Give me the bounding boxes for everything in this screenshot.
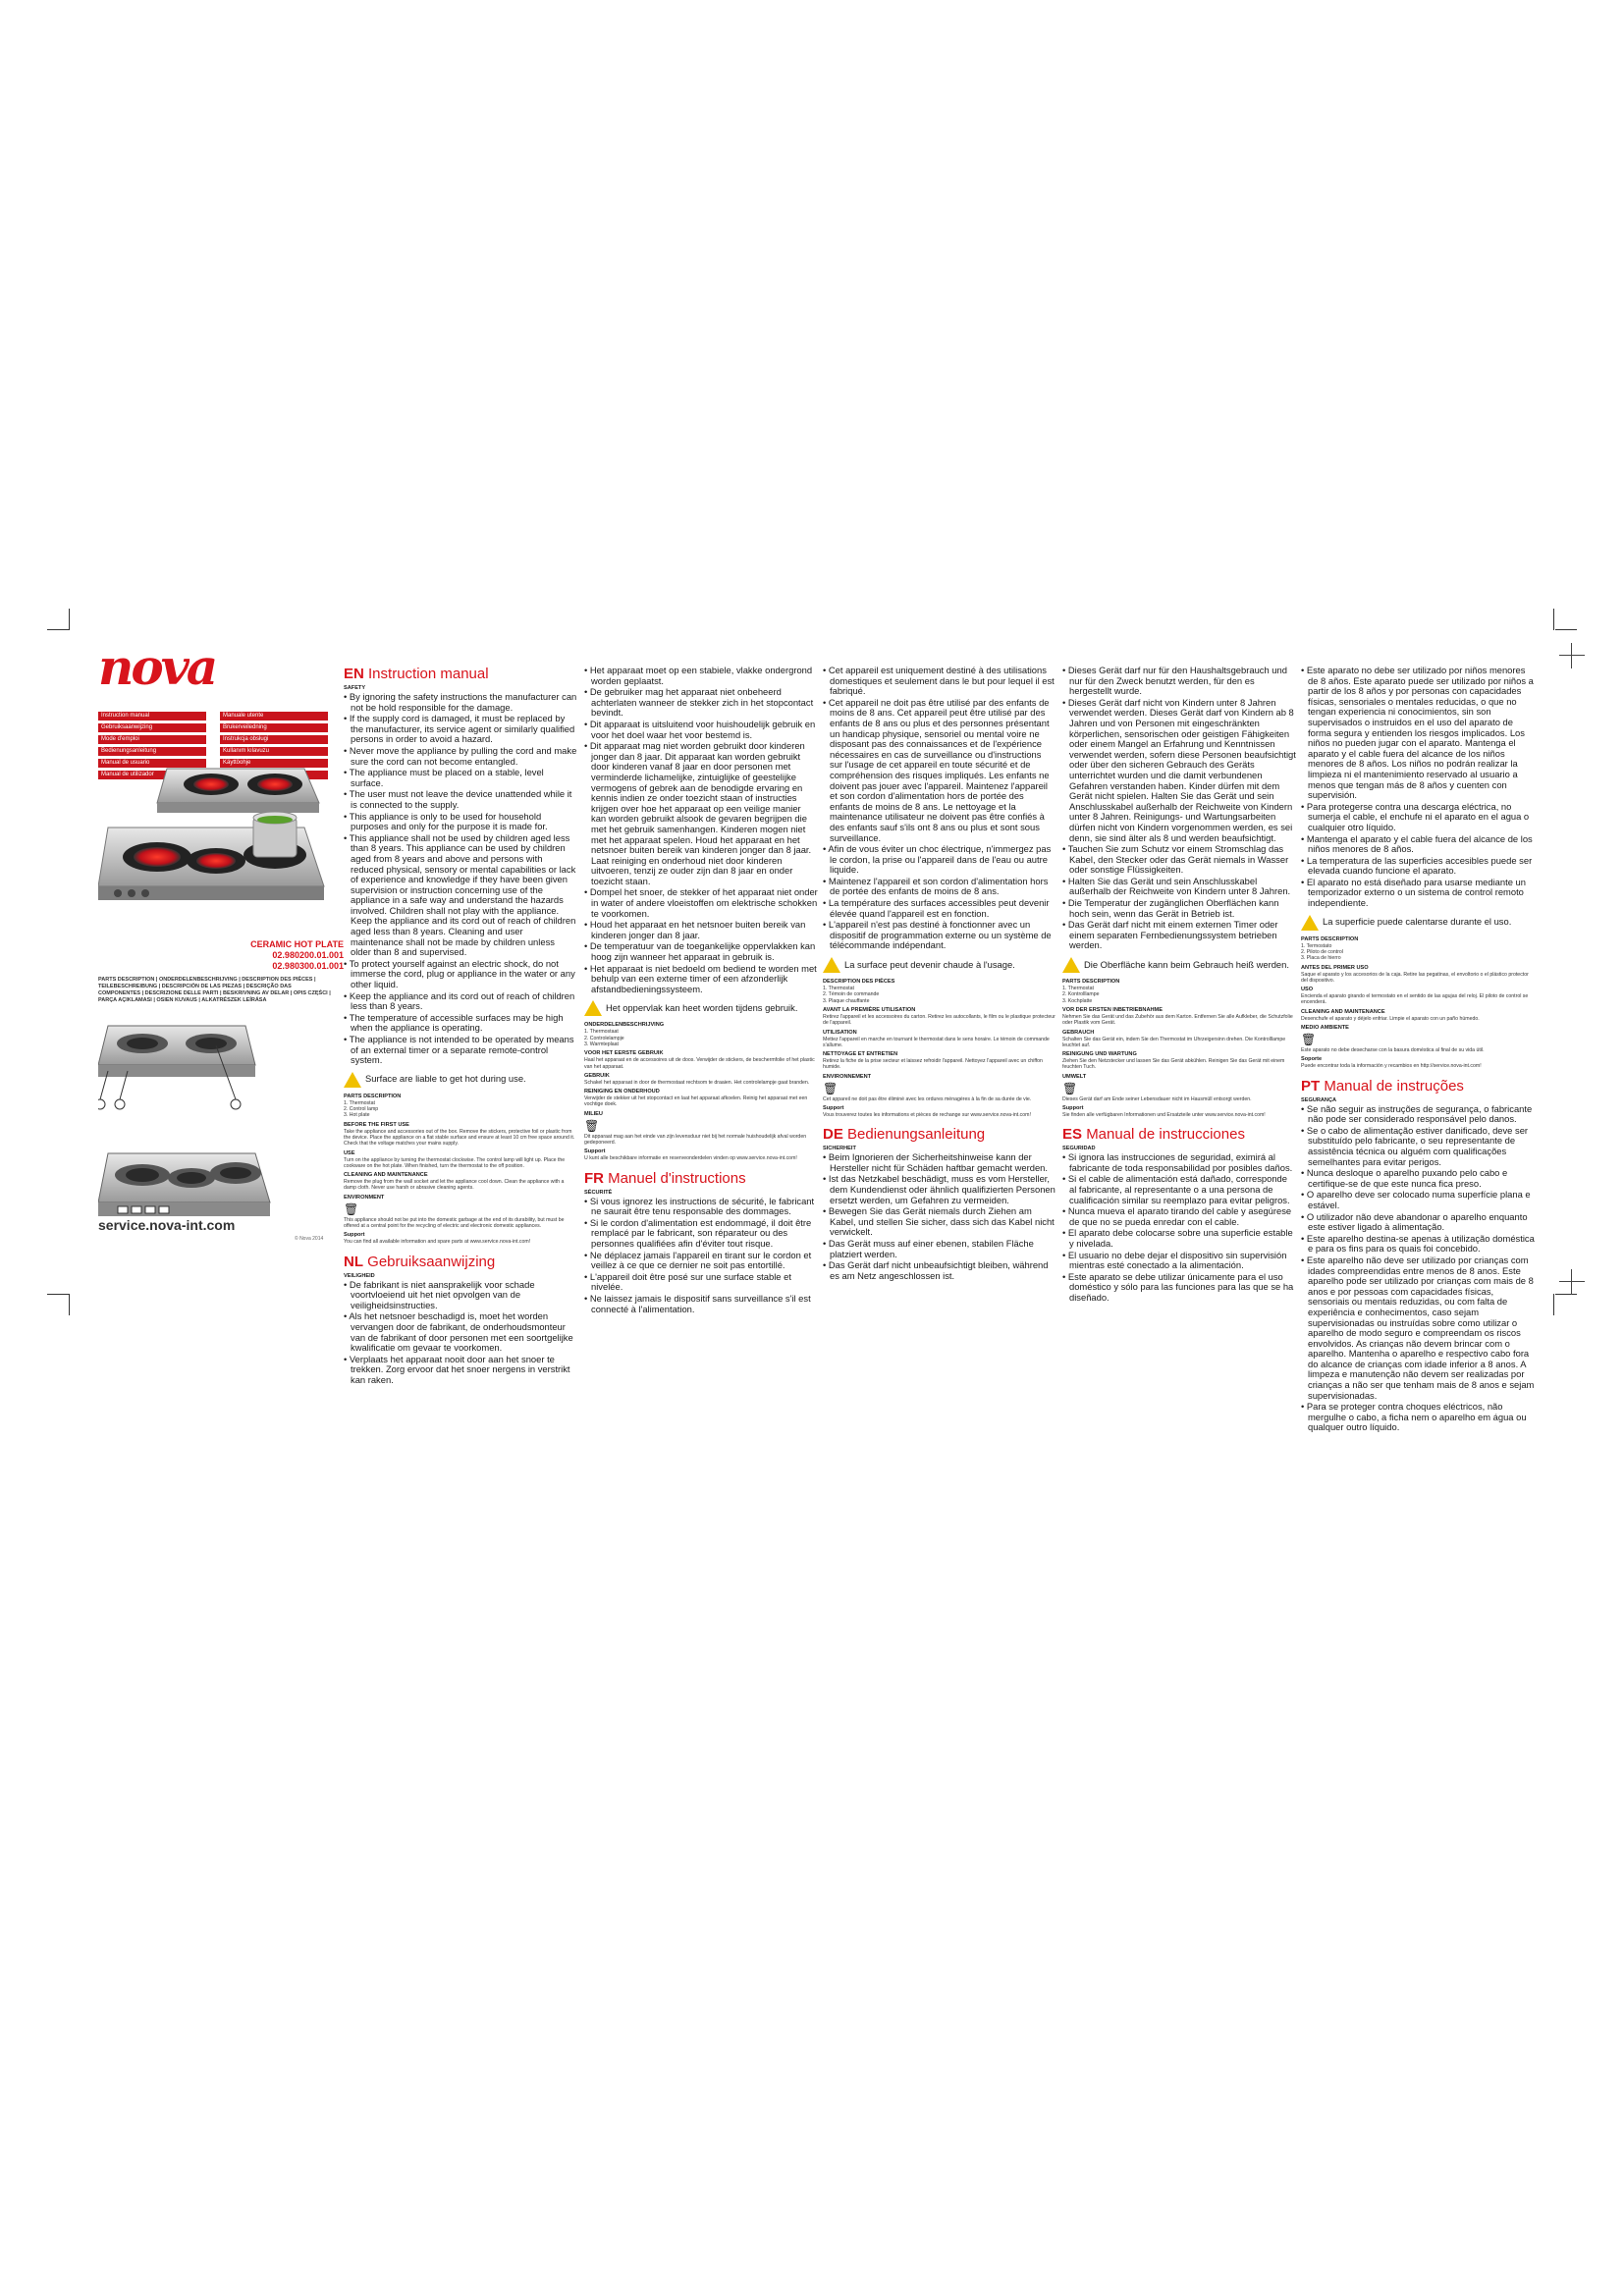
parts-label: PARTS DESCRIPTION	[344, 1093, 402, 1099]
parts-label: PARTS DESCRIPTION	[1062, 979, 1120, 986]
safety-bullet: • Nunca desloque o aparelho puxando pelo cabo e certifique-se de que este nunca fica preso.	[1301, 1167, 1508, 1189]
cleaning-text: Remove the plug from the wall socket and let the appliance cool down. Clean the appliance with a damp cloth. Never use harsh or abrasive cleaning agents.	[344, 1179, 565, 1192]
safety-bullet: • This appliance shall not be used by children aged less than 8 years. This appliance can be used by children aged from 8 years and above and persons with reduced physical, sensory or mental capabilities or lack of experience and knowledge if they have been given supervision or instruction concerning use of the appliance in a safe way and understand the hazards involved. Children shall not play with the appliance. Keep the appliance and its cord out of reach of children aged less than 8 years. Cleaning and user maintenance shall not be made by children unless older than 8 and supervised.	[344, 831, 576, 958]
safety-bullet: • Si le cordon d'alimentation est endommagé, il doit être remplacé par le fabricant, son réparateur ou des personnes qualifiées afin d'éviter tout risque.	[584, 1216, 812, 1250]
parts-item: 2. Piloto de control	[1301, 948, 1343, 955]
safety-label: SICHERHEIT	[823, 1146, 856, 1152]
parts-label: PARTS DESCRIPTION	[1301, 935, 1359, 942]
safety-label: SEGURIDAD	[1062, 1146, 1096, 1152]
section-heading-de: DE Bedienungsanleitung	[823, 1126, 986, 1144]
cleaning-text: Retirez la fiche de la prise secteur et laissez refroidir l'appareil. Nettoyez l'appareil avec un chiffon humide.	[823, 1058, 1043, 1071]
safety-bullet: • La temperatura de las superficies accesibles puede ser elevada cuando funcione el aparato.	[1301, 854, 1533, 877]
column-1	[344, 666, 577, 1387]
safety-label: SAFETY	[344, 685, 366, 691]
use-label: USO	[1301, 987, 1314, 993]
safety-bullet: • El usuario no debe dejar el dispositivo sin supervisión mientras esté conectado a la alimentación.	[1062, 1249, 1287, 1271]
language-item: Bedienungsanleitung	[98, 747, 206, 756]
safety-bullet: • O utilizador não deve abandonar o aparelho enquanto este estiver ligado à alimentação.	[1301, 1210, 1528, 1233]
safety-bullet: • O aparelho deve ser colocado numa superfície plana e estável.	[1301, 1189, 1531, 1210]
safety-bullet: • Het apparaat moet op een stabiele, vlakke ondergrond worden geplaatst.	[584, 665, 813, 686]
parts-item: 1. Thermostaat	[584, 1029, 619, 1036]
safety-bullet: • Houd het apparaat en het netsnoer buiten bereik van kinderen jonger dan 8 jaar.	[584, 919, 806, 940]
support-text: U kunt alle beschikbare informatie en reserveonderdelen vinden op www.service.nova-int.com!	[584, 1155, 797, 1162]
parts-item: 3. Plaque chauffante	[823, 997, 870, 1004]
cleaning-label: REINIGUNG UND WARTUNG	[1062, 1051, 1137, 1058]
support-text: Sie finden alle verfügbaren Informationen und Ersatzteile unter www.service.nova-int.com!	[1062, 1112, 1266, 1118]
safety-bullet: • Se o cabo de alimentação estiver danificado, deve ser substituído pelo fabricante, o seu representante de assistência técnica ou alguém com qualificações semelhantes para evitar perigos.	[1301, 1124, 1529, 1167]
safety-bullet: • El aparato debe colocarse sobre una superficie estable y nivelada.	[1062, 1227, 1293, 1250]
parts-item: 1. Thermostat	[344, 1099, 375, 1106]
cleaning-label: CLEANING AND MAINTENANCE	[344, 1172, 428, 1179]
warning-icon	[1062, 957, 1080, 973]
hot-surface-warning: Die Oberfläche kann beim Gebrauch heiß werden.	[1062, 957, 1296, 973]
cleaning-text: Desenchufe el aparato y déjelo enfriar. Limpie el aparato con un paño húmedo.	[1301, 1015, 1480, 1022]
safety-bullet: • This appliance is only to be used for household purposes and only for the purpose it is made for.	[344, 810, 548, 832]
copyright: © Nova 2014	[295, 1236, 324, 1242]
environment-label: UMWELT	[1062, 1073, 1087, 1080]
parts-item: 2. Témoin de commande	[823, 991, 880, 998]
parts-item: 1. Thermostat	[1062, 986, 1094, 992]
safety-bullet: • Si el cable de alimentación está dañado, corresponde al fabricante, al representante o a una persona de cualificación similar su reemplazo para evitar peligros.	[1062, 1173, 1290, 1205]
safety-bullet: • To protect yourself against an electric shock, do not immerse the cord, plug or appliance in the water or any other liquid.	[344, 957, 575, 990]
environment-text: Este aparato no debe desecharse con la basura doméstica al final de su vida útil.	[1301, 1047, 1485, 1054]
warning-icon	[823, 957, 840, 973]
cleaning-label: REINIGING EN ONDERHOUD	[584, 1089, 660, 1095]
hot-surface-warning: Surface are liable to get hot during use.	[344, 1072, 577, 1088]
cleaning-label: NETTOYAGE ET ENTRETIEN	[823, 1051, 898, 1058]
environment-text: Cet appareil ne doit pas être éliminé avec les ordures ménagères à la fin de sa durée de vie.	[823, 1095, 1032, 1102]
weee-bin-icon: 🗑	[344, 1201, 359, 1216]
safety-bullet: • De temperatuur van de toegankelijke oppervlakken kan hoog zijn wanneer het apparaat in gebruik is.	[584, 940, 816, 963]
safety-bullet: • Dit apparaat mag niet worden gebruikt door kinderen jonger dan 8 jaar. Dit apparaat kan worden gebruikt door kinderen vanaf 8 jaar en door personen met verminderde lichamelijke, zintuiglijke of geestelijke vermogens of gebrek aan de benodigde ervaring en kennis indien ze onder toezicht staan of instructies krijgen over hoe het apparaat op een veilige manier kan worden gebruikt alsook de gevaren begrijpen die met het gebruik samenhangen. Kinderen mogen niet met het apparaat spelen. Houd het apparaat en het netsnoer buiten bereik van kinderen jonger dan 8 jaar. Laat reiniging en onderhoud niet door kinderen uitvoeren, tenzij ze ouder zijn dan 8 jaar en onder toezicht staan.	[584, 740, 812, 886]
safety-bullet: • Maintenez l'appareil et son cordon d'alimentation hors de portée des enfants de moins de 8 ans.	[823, 875, 1049, 897]
section-heading-en: EN Instruction manual	[344, 666, 489, 682]
parts-item: 1. Termostato	[1301, 942, 1332, 949]
parts-item: 3. Warmteplaat	[584, 1041, 619, 1047]
safety-bullet: • Ne déplacez jamais l'appareil en tirant sur le cordon et veillez à ce que ce dernier ne soit pas entortillé.	[584, 1249, 812, 1271]
environment-text: Dit apparaat mag aan het einde van zijn levensduur niet bij het normale huishoudelijk afval worden gedeponeerd.	[584, 1133, 807, 1147]
safety-bullet: • Das Gerät muss auf einer ebenen, stabilen Fläche platziert werden.	[823, 1238, 1034, 1259]
safety-bullet: • Ne laissez jamais le dispositif sans surveillance s'il est connecté à l'alimentation.	[584, 1293, 811, 1314]
safety-bullet: • Cet appareil est uniquement destiné à des utilisations domestiques et seulement dans le but pour lequel il est fabriqué.	[823, 665, 1055, 697]
safety-bullet: • By ignoring the safety instructions the manufacturer can not be hold responsible for the damage.	[344, 691, 577, 713]
safety-bullet: • If the supply cord is damaged, it must be replaced by the manufacturer, its service agent or similarly qualified persons in order to avoid a hazard.	[344, 713, 575, 745]
safety-bullet: • Dit apparaat is uitsluitend voor huishoudelijk gebruik en voor het doel waar het voor bestemd is.	[584, 718, 816, 740]
safety-bullet: • L'appareil doit être posé sur une surface stable et nivelée.	[584, 1270, 791, 1293]
section-heading-fr: FR Manuel d'instructions	[584, 1169, 746, 1187]
use-text: Turn on the appliance by turning the thermostat clockwise. The control lamp will light up. Place the cookware on the hot plate. When finished, turn the thermostat to the off position.	[344, 1156, 566, 1169]
support-text: You can find all available information and spare parts at www.service.nova-int.com!	[344, 1239, 531, 1246]
safety-bullet: • Die Temperatur der zugänglichen Oberflächen kann hoch sein, wenn das Gerät in Betrieb ist.	[1062, 897, 1279, 919]
cover-panel	[98, 638, 344, 1281]
environment-text: This appliance should not be put into the domestic garbage at the end of its durability, but must be offered at a central point for the recycling of electric and electronic domestic appliances.	[344, 1216, 565, 1230]
hot-surface-warning: La superficie puede calentarse durante el uso.	[1301, 915, 1535, 931]
safety-bullet: • La température des surfaces accessibles peut devenir élevée quand l'appareil est en fonction.	[823, 897, 1050, 919]
section-heading-nl: NL Gebruiksaanwijzing	[344, 1253, 496, 1270]
before-first-use-label: VOOR HET EERSTE GEBRUIK	[584, 1050, 664, 1057]
service-url: service.nova-int.com	[98, 1217, 236, 1233]
language-item: Manual de usuario	[98, 759, 206, 768]
safety-bullet: • Dieses Gerät darf nur für den Haushaltsgebrauch und nur für den Zweck benutzt werden, für den es hergestellt wurde.	[1062, 665, 1287, 697]
safety-bullet: • Dompel het snoer, de stekker of het apparaat niet onder in water of andere vloeistoffen om elektrische schokken te voorkomen.	[584, 886, 818, 919]
language-item: Käyttöohje	[220, 759, 328, 768]
cleaning-text: Ziehen Sie den Netzstecker und lassen Sie das Gerät abkühlen. Reinigen Sie das Gerät mit einem feuchten Tuch.	[1062, 1058, 1285, 1071]
language-item: Instrukcja obsługi	[220, 735, 328, 744]
safety-bullet: • Het apparaat is niet bedoeld om bediend te worden met behulp van een externe timer of een afzonderlijk afstandbedieningssysteem.	[584, 962, 817, 994]
product-name: CERAMIC HOT PLATE	[250, 939, 344, 949]
environment-label: ENVIRONMENT	[344, 1194, 385, 1201]
use-text: Schalten Sie das Gerät ein, indem Sie den Thermostat im Uhrzeigersinn drehen. Die Kontrolllampe leuchtet auf.	[1062, 1036, 1286, 1048]
before-first-use-text: Retirez l'appareil et les accessoires du carton. Retirez les autocollants, le film ou le plastique protecteur de l'appareil.	[823, 1013, 1056, 1027]
parts-item: 2. Control lamp	[344, 1106, 379, 1113]
support-text: Puede encontrar toda la información y recambios en http://service.nova-int.com!	[1301, 1063, 1482, 1070]
safety-bullet: • Halten Sie das Gerät und sein Anschlusskabel außerhalb der Reichweite von Kindern unter 8 Jahren.	[1062, 875, 1291, 897]
use-text: Schakel het apparaat in door de thermostaat rechtsom te draaien. Het controlelampje gaat branden.	[584, 1079, 810, 1086]
warning-icon	[344, 1072, 361, 1088]
support-label: Support	[823, 1105, 844, 1111]
crop-mark	[69, 609, 70, 630]
language-item: Brukerveiledning	[220, 723, 328, 732]
safety-bullet: • Ist das Netzkabel beschädigt, muss es vom Hersteller, dem Kundendienst oder ähnlich qualifizierten Personen ersetzt werden, um Gefahren zu vermeiden.	[823, 1173, 1056, 1205]
safety-label: SÉCURITÉ	[584, 1189, 613, 1196]
crop-mark	[1553, 609, 1554, 630]
parts-label: ONDERDELENBESCHRIJVING	[584, 1022, 665, 1029]
language-item: Manuale utente	[220, 712, 328, 721]
safety-bullet: • Para protegerse contra una descarga eléctrica, no sumerja el cable, el enchufe ni el aparato en el agua o cualquier otro líquido.	[1301, 800, 1530, 832]
parts-label: DESCRIPTION DES PIÈCES	[823, 979, 895, 986]
before-first-use-label: BEFORE THE FIRST USE	[344, 1121, 409, 1128]
crop-mark	[47, 629, 69, 630]
safety-bullet: • Als het netsnoer beschadigd is, moet het worden vervangen door de fabrikant, de onderhoudsmonteur van de fabrikant of door personen met een soortgelijke kwalificatie om gevaar te voorkomen.	[344, 1310, 573, 1354]
parts-caption: PARTS DESCRIPTION | ONDERDELENBESCHRIJVING | DESCRIPTION DES PIÈCES | TEILEBESCHREIBUNG | DESCRIPCIÓN DE LAS PIEZAS | DESCRIÇÃO DAS COMPONENTES | DESCRIZIONE DELLE PARTI | BESKRIVNING AV DELAR | OPIS CZĘŚCI | PARÇA AÇIKLAMASI | OSIEN KUVAUS | ALKATRÉSZEK LEÍRÁSA	[98, 977, 331, 1003]
support-label: Soporte	[1301, 1056, 1323, 1063]
safety-bullet: • The appliance is not intended to be operated by means of an external timer or a separate remote-control system.	[344, 1034, 574, 1066]
column-3	[823, 666, 1056, 1282]
environment-label: ENVIRONNEMENT	[823, 1073, 872, 1080]
safety-bullet: • Beim Ignorieren der Sicherheitshinweise kann der Hersteller nicht für Schäden haftbar gemacht werden.	[823, 1151, 1048, 1173]
crop-mark	[1555, 629, 1577, 630]
hot-surface-warning: Het oppervlak kan heet worden tijdens gebruik.	[584, 1000, 818, 1016]
before-first-use-label: ANTES DEL PRIMER USO	[1301, 964, 1369, 971]
safety-bullet: • Dieses Gerät darf nicht von Kindern unter 8 Jahren verwendet werden. Dieses Gerät darf von Kindern ab 8 Jahren und von Personen mit eingeschränkten körperlichen, sensorischen oder geistigen Fähigkeiten oder einem Mangel an Erfahrung und Kenntnissen verwendet werden, sofern diese Personen beaufsichtigt oder über den sicheren Gebrauch des Geräts unterrichtet wurden und die damit verbundenen Gefahren verstanden haben. Kinder dürfen mit dem Gerät nicht spielen. Halten Sie das Gerät und sein Anschlusskabel außerhalb der Reichweite von Kindern unter 8 Jahren. Reinigungs- und Wartungsarbeiten dürfen nicht von Kindern vorgenommen werden, es sei denn, sie sind älter als 8 und werden beaufsichtigt.	[1062, 696, 1296, 843]
support-label: Support	[344, 1232, 365, 1239]
safety-bullet: • L'appareil n'est pas destiné à fonctionner avec un dispositif de programmation externe ou un système de télécommande indépendant.	[823, 919, 1052, 951]
environment-text: Dieses Gerät darf am Ende seiner Lebensdauer nicht im Hausmüll entsorgt werden.	[1062, 1095, 1252, 1102]
environment-label: MEDIO AMBIENTE	[1301, 1025, 1349, 1032]
language-item: Instruction manual	[98, 712, 206, 721]
safety-bullet: • Bewegen Sie das Gerät niemals durch Ziehen am Kabel, und stellen Sie sicher, dass sich das Kabel nicht verwickelt.	[823, 1205, 1055, 1238]
before-first-use-text: Take the appliance and accessories out of the box. Remove the stickers, protective foil or plastic from the device. Place the appliance on a flat stable surface and ensure at least 10 cm free space around it. Check that the voltage matches your mains supply.	[344, 1128, 575, 1148]
before-first-use-label: VOR DER ERSTEN INBETRIEBNAHME	[1062, 1006, 1163, 1013]
use-text: Encienda el aparato girando el termostato en el sentido de las agujas del reloj. El piloto de control se encenderá.	[1301, 993, 1529, 1006]
product-model: 02.980200.01.001	[272, 950, 344, 960]
safety-bullet: • Este aparato no debe ser utilizado por niños menores de 8 años. Este aparato puede ser utilizado por niños a partir de los 8 años y por personas con capacidades físicas, sensoriales o mentales reducidas, o que no tengan experiencia ni conocimientos, sin son supervisados o instruidos en el uso del aparato de forma segura y entienden los riesgos implicados. Los niños no pueden jugar con el aparato. Mantenga el aparato y el cable fuera del alcance de los niños menores de 8 años. Los niños no podrán realizar la limpieza ni el mantenimiento reservado al usuario a menos que tengan más de 8 años y cuenten con supervisión.	[1301, 665, 1534, 801]
safety-bullet: • Mantenga el aparato y el cable fuera del alcance de los niños menores de 8 años.	[1301, 832, 1533, 855]
safety-bullet: • Tauchen Sie zum Schutz vor einem Stromschlag das Kabel, den Stecker oder das Gerät niemals in Wasser oder sonstige Flüssigkeiten.	[1062, 843, 1289, 876]
warning-icon	[584, 1000, 602, 1016]
safety-bullet: • Si ignora las instrucciones de seguridad, eximirá al fabricante de toda responsabilidad por posibles daños.	[1062, 1151, 1293, 1173]
support-text: Vous trouverez toutes les informations et pièces de rechange sur www.service.nova-int.com!	[823, 1112, 1031, 1118]
support-label: Support	[1062, 1105, 1084, 1111]
column-4	[1062, 666, 1296, 1305]
safety-bullet: • De gebruiker mag het apparaat niet onbeheerd achterlaten wanneer de stekker zich in het stopcontact bevindt.	[584, 686, 814, 719]
before-first-use-text: Saque el aparato y los accesorios de la caja. Retire las pegatinas, el envoltorio o el plástico protector del dispositivo.	[1301, 971, 1529, 984]
safety-bullet: • Keep the appliance and its cord out of reach of children less than 8 years.	[344, 989, 575, 1012]
safety-label: SEGURANÇA	[1301, 1096, 1337, 1103]
parts-item: 3. Kochplatte	[1062, 997, 1093, 1004]
safety-bullet: • Este aparato se debe utilizar únicamente para el uso doméstico y sólo para las funciones para las que se ha diseñado.	[1062, 1270, 1294, 1304]
safety-bullet: • Si vous ignorez les instructions de sécurité, le fabricant ne saurait être tenu responsable des dommages.	[584, 1195, 815, 1217]
registration-mark	[1559, 643, 1585, 668]
product-model: 02.980300.01.001	[272, 961, 344, 971]
weee-bin-icon: 🗑	[1062, 1081, 1078, 1095]
before-first-use-label: AVANT LA PREMIÈRE UTILISATION	[823, 1006, 916, 1013]
safety-label: VEILIGHEID	[344, 1272, 375, 1279]
language-item: Manual de utilizador	[98, 771, 206, 779]
crop-mark	[1553, 1294, 1554, 1315]
crop-mark	[69, 1294, 70, 1315]
section-heading-pt: PT Manual de instruções	[1301, 1077, 1464, 1095]
use-label: GEBRAUCH	[1062, 1029, 1095, 1036]
safety-bullet: • The user must not leave the device unattended while it is connected to the supply.	[344, 788, 572, 810]
cleaning-text: Verwijder de stekker uit het stopcontact en laat het apparaat afkoelen. Reinig het apparaat met een vochtige doek.	[584, 1095, 808, 1108]
support-label: Support	[584, 1148, 606, 1155]
safety-bullet: • Never move the appliance by pulling the cord and make sure the cord can not become entangled.	[344, 744, 577, 767]
column-2	[584, 666, 818, 1315]
use-label: GEBRUIK	[584, 1072, 610, 1079]
environment-label: MILIEU	[584, 1110, 603, 1117]
hot-surface-warning: La surface peut devenir chaude à l'usage.	[823, 957, 1056, 973]
cleaning-label: CLEANING AND MAINTENANCE	[1301, 1008, 1385, 1015]
safety-bullet: • De fabrikant is niet aansprakelijk voor schade voortvloeiend uit het niet opvolgen van de veiligheidsinstructies.	[344, 1278, 535, 1310]
before-first-use-text: Nehmen Sie das Gerät und das Zubehör aus dem Karton. Entfernen Sie alle Aufkleber, die Schutzfolie oder Plastik vom Gerät.	[1062, 1013, 1293, 1027]
safety-bullet: • Se não seguir as instruções de segurança, o fabricante não pode ser considerado responsável pelo danos.	[1301, 1102, 1533, 1125]
safety-bullet: • Este aparelho não deve ser utilizado por crianças com idades compreendidas entre menos de 8 anos. Este aparelho pode ser utilizado por crianças com mais de 8 anos e por pessoas com capacidades físicas, sensoriais ou mentais reduzidas, ou com falta de experiência e conhecimentos, caso sejam supervisionadas ou instruídas sobre como utilizar o aparelho de modo seguro e compreendam os riscos envolvidos. As crianças não devem brincar com o aparelho. Mantenha o aparelho e respectivo cabo fora do alcance de crianças com idade inferior a 8 anos. A limpeza e manutenção não devem ser realizadas por crianças a não ser que tenham mais de 8 anos e sejam supervisionadas.	[1301, 1254, 1535, 1401]
safety-bullet: • The temperature of accessible surfaces may be high when the appliance is operating.	[344, 1011, 564, 1034]
parts-item: 2. Kontrolllampe	[1062, 991, 1100, 998]
language-item: Kullanım kılavuzu	[220, 747, 328, 756]
column-5	[1301, 666, 1535, 1434]
weee-bin-icon: 🗑	[823, 1081, 839, 1095]
safety-bullet: • Afin de vous éviter un choc électrique, n'immergez pas le cordon, la prise ou l'appareil dans de l'eau ou autre liquide.	[823, 843, 1052, 876]
registration-mark	[1559, 1269, 1585, 1295]
language-item: Gebruiksaanwijzing	[98, 723, 206, 732]
parts-item: 3. Placa de hierro	[1301, 955, 1341, 962]
safety-bullet: • Para se proteger contra choques eléctricos, não mergulhe o cabo, a ficha nem o aparelho em água ou qualquer outro líquido.	[1301, 1401, 1527, 1433]
safety-bullet: • Este aparelho destina-se apenas à utilização doméstica e para os fins para os quais foi concebido.	[1301, 1232, 1535, 1255]
product-title-block	[216, 939, 344, 972]
weee-bin-icon: 🗑	[584, 1118, 600, 1133]
weee-bin-icon: 🗑	[1301, 1033, 1317, 1047]
before-first-use-text: Haal het apparaat en de accessoires uit de doos. Verwijder de stickers, de beschermfolie of het plastic van het apparaat.	[584, 1057, 815, 1070]
parts-item: 1. Thermostat	[823, 986, 854, 992]
safety-bullet: • El aparato no está diseñado para usarse mediante un temporizador externo o un sistema de control remoto independiente.	[1301, 876, 1526, 909]
use-label: USE	[344, 1149, 355, 1156]
use-label: UTILISATION	[823, 1029, 857, 1036]
language-item: Mode d'emploi	[98, 735, 206, 744]
crop-mark	[47, 1294, 69, 1295]
safety-bullet: • Cet appareil ne doit pas être utilisé par des enfants de moins de 8 ans. Cet appareil peut être utilisé par des enfants de 8 ans ou plus et des personnes présentant un handicap physique, sensoriel ou mental voire ne disposant pas des connaissances et de l'expérience nécessaires en cas de surveillance ou d'instructions sur l'usage de cet appareil en toute sécurité et de compréhension des risques impliqués. Les enfants ne doivent pas jouer avec l'appareil. Maintenez l'appareil et son cordon d'alimentation hors de portée des enfants de moins de 8 ans. Le nettoyage et la maintenance utilisateur ne doivent pas être confiés à des enfants sauf s'ils ont 8 ans ou plus et sont sous surveillance.	[823, 696, 1050, 843]
safety-bullet: • The appliance must be placed on a stable, level surface.	[344, 767, 544, 788]
product-photo	[98, 759, 334, 916]
parts-item: 2. Controlelampje	[584, 1035, 624, 1041]
safety-bullet: • Das Gerät darf nicht unbeaufsichtigt bleiben, während es am Netz angeschlossen ist.	[823, 1259, 1049, 1281]
safety-bullet: • Verplaats het apparaat nooit door aan het snoer te trekken. Zorg ervoor dat het snoer nergens in verstrikt kan raken.	[344, 1353, 570, 1385]
section-heading-es: ES Manual de instrucciones	[1062, 1126, 1245, 1144]
warning-icon	[1301, 915, 1319, 931]
parts-item: 3. Hot plate	[344, 1112, 370, 1119]
brand-logo: nova	[98, 638, 216, 696]
use-text: Mettez l'appareil en marche en tournant le thermostat dans le sens horaire. Le témoin de commande s'allume.	[823, 1036, 1050, 1048]
safety-bullet: • Das Gerät darf nicht mit einem externen Timer oder einem separaten Fernbedienungssystem betrieben werden.	[1062, 919, 1278, 951]
safety-bullet: • Nunca mueva el aparato tirando del cable y asegúrese de que no se pueda enredar con el cable.	[1062, 1205, 1292, 1227]
